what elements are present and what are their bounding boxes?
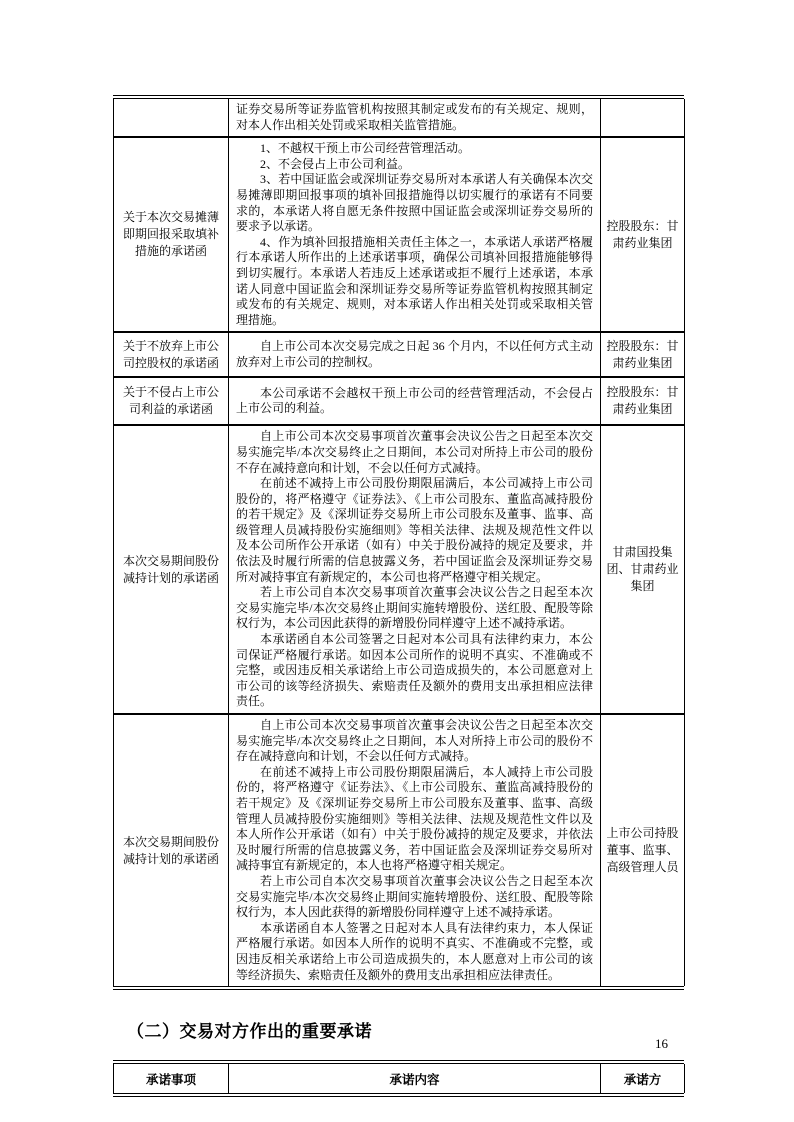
commitment-item-cell: 关于不放弃上市公司控股权的承诺函 (114, 332, 229, 377)
table-row (114, 332, 685, 377)
commitment-paragraph: 在前述不减持上市公司股份期限届满后，本公司减持上市公司股份的，将严格遵守《证券法》、《上市公司股东、董监高减持股份的若干规定》及《深圳证券交易所上市公司股东及董事、监事、高级管理人员减持股份实施细则》等相关法律、法规及规范性文件以及本公司所作公开承诺（如有）中关于股份减持的规定及要求，并依法及时履行所需的信息披露义务，若中国证监会及深圳证券交易所对减持事宜有新规定的，本公司也将严格遵守相关规定。 (236, 476, 593, 584)
section-heading: （二）交易对方作出的重要承诺 (127, 1022, 372, 1042)
header-row (114, 1064, 685, 1093)
commitment-paragraph: 本公司承诺不会越权干预上市公司的经营管理活动，不会侵占上市公司的利益。 (236, 385, 593, 416)
commitment-item-cell: 关于本次交易摊薄即期回报采取填补措施的承诺函 (114, 137, 229, 332)
col-header-commitment-content: 承诺内容 (229, 1064, 601, 1093)
page-number: 16 (655, 1036, 668, 1051)
commitment-content-cell (229, 99, 601, 137)
document-body (113, 95, 684, 1097)
commitment-item-cell: 本次交易期间股份减持计划的承诺函 (114, 425, 229, 714)
commitment-paragraph: 4、作为填补回报措施相关责任主体之一，本承诺人承诺严格履行本承诺人所作出的上述承诺事项，确保公司填补回报措施能够得到切实履行。本承诺人若违反上述承诺或拒不履行上述承诺，本承诺人同意中国证监会和深圳证券交易所等证券监管机构按照其制定或发布的有关规定、规则，对本承诺人作出相关处罚或采取相关管理措施。 (236, 234, 593, 327)
col-header-commitment-item: 承诺事项 (114, 1064, 229, 1093)
commitment-item-cell: 本次交易期间股份减持计划的承诺函 (114, 714, 229, 986)
commitment-party-cell: 控股股东：甘肃药业集团 (601, 377, 685, 425)
commitment-content-cell (229, 425, 601, 714)
commitment-content-cell (229, 377, 601, 425)
table-row (114, 377, 685, 425)
table-row (114, 137, 685, 332)
commitments-table (113, 99, 685, 986)
commitment-paragraph: 自上市公司本次交易事项首次董事会决议公告之日起至本次交易实施完毕/本次交易终止之日期间，本公司对所持上市公司的股份不存在减持意向和计划，不会以任何方式减持。 (236, 429, 593, 475)
table-row (114, 425, 685, 714)
commitment-item-cell: 关于不侵占上市公司利益的承诺函 (114, 377, 229, 425)
commitment-paragraph: 在前述不减持上市公司股份期限届满后，本人减持上市公司股份的，将严格遵守《证券法》、《上市公司股东、董监高减持股份的若干规定》及《深圳证券交易所上市公司股东及董事、监事、高级管理人员减持股份实施细则》等相关法律、法规及规范性文件以及本人所作公开承诺（如有）中关于股份减持的规定及要求，并依法及时履行所需的信息披露义务，若中国证监会及深圳证券交易所对减持事宜有新规定的，本人也将严格遵守相关规定。 (236, 764, 593, 873)
commitment-paragraph: 1、不越权干预上市公司经营管理活动。 (260, 141, 471, 156)
commitment-item-cell (114, 99, 229, 137)
commitment-party-cell: 甘肃国投集团、甘肃药业集团 (601, 425, 685, 714)
commitments-table-body (114, 99, 685, 986)
commitment-paragraph: 若上市公司自本次交易事项首次董事会决议公告之日起至本次交易实施完毕/本次交易终止期间实施转增股份、送红股、配股等除权行为，本人因此获得的新增股份同样遵守上述不减持承诺。 (236, 873, 593, 920)
commitment-content-cell (229, 332, 601, 377)
commitment-paragraph: 自上市公司本次交易完成之日起 36 个月内，不以任何方式主动放弃对上市公司的控制权。 (236, 339, 593, 369)
commitment-paragraph: 3、若中国证监会或深圳证券交易所对本承诺人有关确保本次交易摊薄即期回报事项的填补回报措施得以切实履行的承诺有不同要求的，本承诺人将自愿无条件按照中国证监会或深圳证券交易所的要求予以承诺。 (236, 172, 593, 234)
commitment-paragraph: 证券交易所等证券监管机构按照其制定或发布的有关规定、规则，对本人作出相关处罚或采取相关监管措施。 (236, 102, 593, 132)
counterparty-table-header (113, 1064, 685, 1093)
commitments-table-wrap (113, 95, 684, 990)
commitment-party-cell: 控股股东：甘肃药业集团 (601, 137, 685, 332)
commitment-party-cell: 上市公司持股董事、监事、高级管理人员 (601, 714, 685, 986)
commitment-paragraph: 本承诺函自本公司签署之日起对本公司具有法律约束力，本公司保证严格履行承诺。如因本公司所作的说明不真实、不准确或不完整，或因违反相关承诺给上市公司造成损失的，本公司愿意对上市公司的该等经济损失、索赔责任及额外的费用支出承担相应法律责任。 (236, 632, 593, 709)
table-row (114, 99, 685, 137)
commitment-paragraph: 自上市公司本次交易事项首次董事会决议公告之日起至本次交易实施完毕/本次交易终止之日期间，本人对所持上市公司的股份不存在减持意向和计划，不会以任何方式减持。 (236, 718, 593, 764)
commitment-paragraph: 2、不会侵占上市公司利益。 (260, 156, 411, 171)
commitment-paragraph: 若上市公司自本次交易事项首次董事会决议公告之日起至本次交易实施完毕/本次交易终止期间实施转增股份、送红股、配股等除权行为，本公司因此获得的新增股份同样遵守上述不减持承诺。 (236, 585, 593, 631)
counterparty-table-wrap (113, 1060, 684, 1097)
col-header-commitment-party: 承诺方 (601, 1064, 685, 1093)
commitment-content-cell (229, 714, 601, 986)
commitment-content-cell (229, 137, 601, 332)
commitment-paragraph: 本承诺函自本人签署之日起对本人具有法律约束力，本人保证严格履行承诺。如因本人所作的说明不真实、不准确或不完整，或因违反相关承诺给上市公司造成损失的，本人愿意对上市公司的该等经济损失、索赔责任及额外的费用支出承担相应法律责任。 (236, 920, 593, 982)
table-row (114, 714, 685, 986)
commitment-party-cell (601, 99, 685, 137)
commitment-party-cell: 控股股东：甘肃药业集团 (601, 332, 685, 377)
